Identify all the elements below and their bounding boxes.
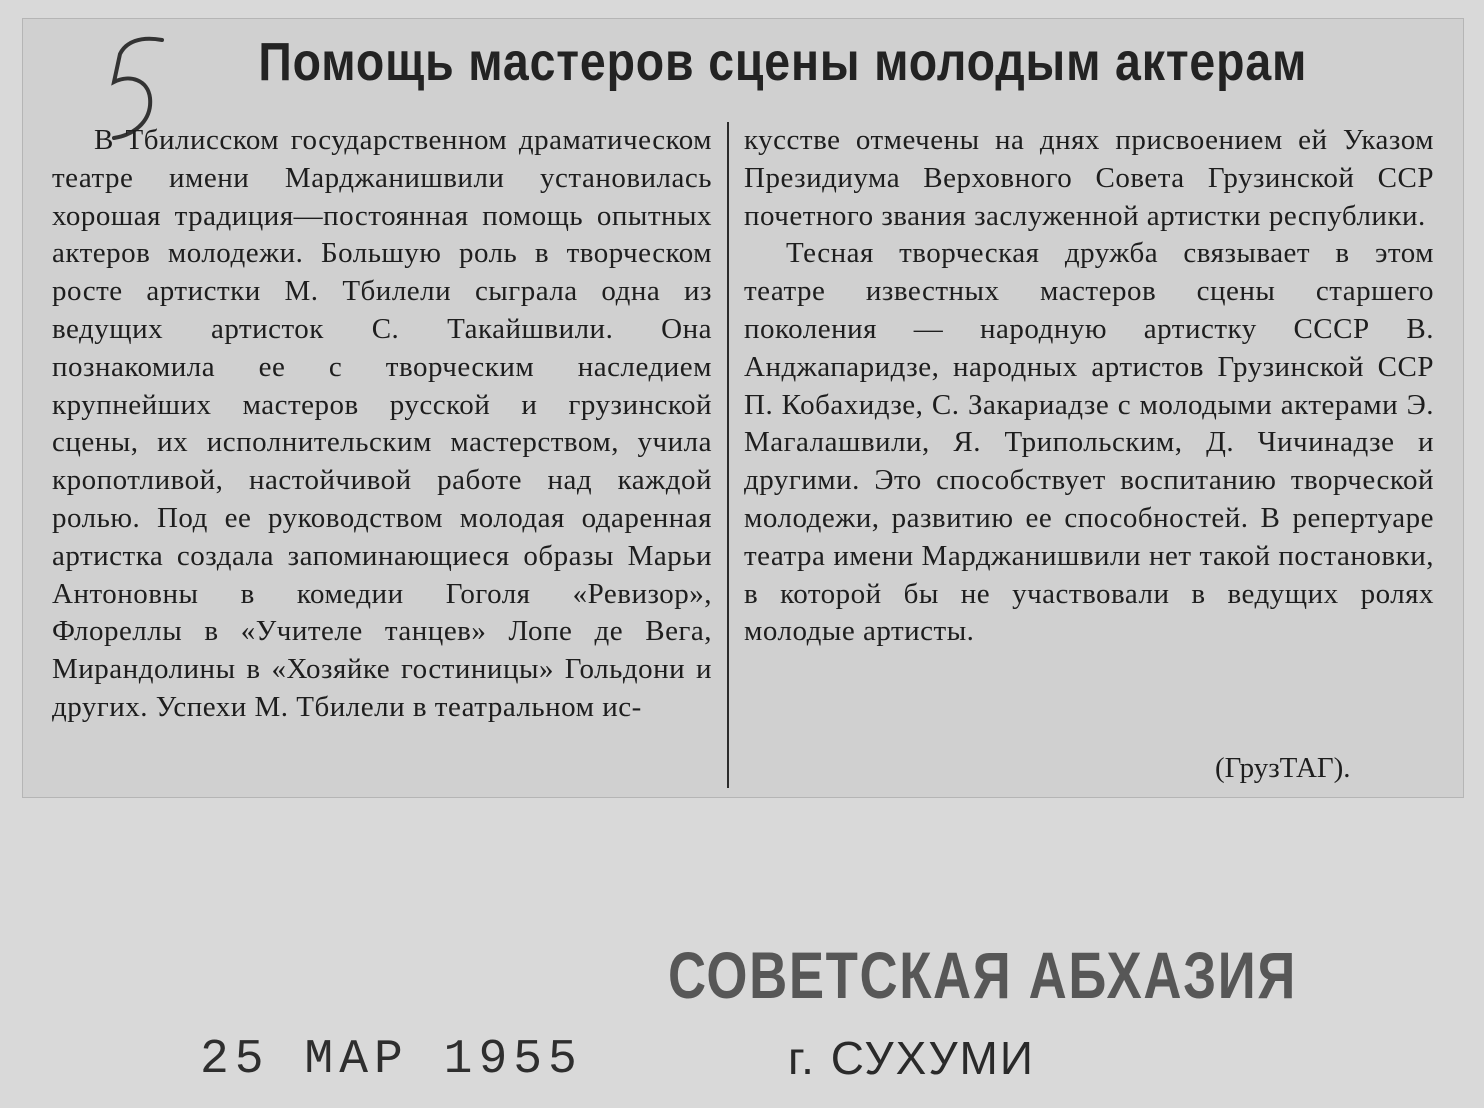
left-paragraph-1: В Тбилисском государственном драматическом театре имени Марджанишвили установилась хорошая традиция—постоянная помощь опытных актеров молодежи. Большую роль в творческом росте артистки М. Тбилели сыграла одна из ведущих артисток С. Такайшвили. Она познакомила ее с творческим наследием крупнейших мастеров русской и грузинской сцены, их исполнительским мастерством, учила кропотливой, настойчивой работе над каждой ролью. Под ее руководством молодая одаренная артистка создала запоминающиеся образы Марьи Антоновны в комедии Гоголя «Ревизор», Флореллы в «Учителе танцев» Лопе де Вега, Мирандолины в «Хозяйке гостиницы» Гольдони и других. Успехи М. Тбилели в театральном ис- (52, 124, 712, 723)
stamp-date: 25 МАР 1955 (200, 1033, 583, 1087)
news-agency-signature: (ГрузТАГ). (1215, 752, 1351, 784)
article-column-left (52, 122, 712, 727)
article-headline: Помощь мастеров сцены молодым актерам (258, 32, 1308, 92)
stamp-newspaper-name: СОВЕТСКАЯ АБХАЗИЯ (668, 938, 1297, 1012)
column-divider (727, 122, 729, 788)
stamp-city: г. СУХУМИ (788, 1032, 1035, 1084)
article-column-right (744, 122, 1434, 651)
right-paragraph-2: Тесная творческая дружба связывает в этом театре известных мастеров сцены старшего поколения — народную артистку СССР В. Анджапаридзе, народных артистов Грузинской ССР П. Кобахидзе, С. Закариадзе с молодыми актерами Э. Магалашвили, Я. Трипольским, Д. Чичинадзе и другими. Это способствует воспитанию творческой молодежи, развитию ее способностей. В репертуаре театра имени Марджанишвили нет такой постановки, в которой бы не участвовали в ведущих ролях молодые артисты. (744, 237, 1434, 648)
right-paragraph-1: кусстве отмечены на днях присвоением ей Указом Президиума Верховного Совета Грузинской ССР почетного звания заслуженной артистки республики. (744, 124, 1434, 232)
